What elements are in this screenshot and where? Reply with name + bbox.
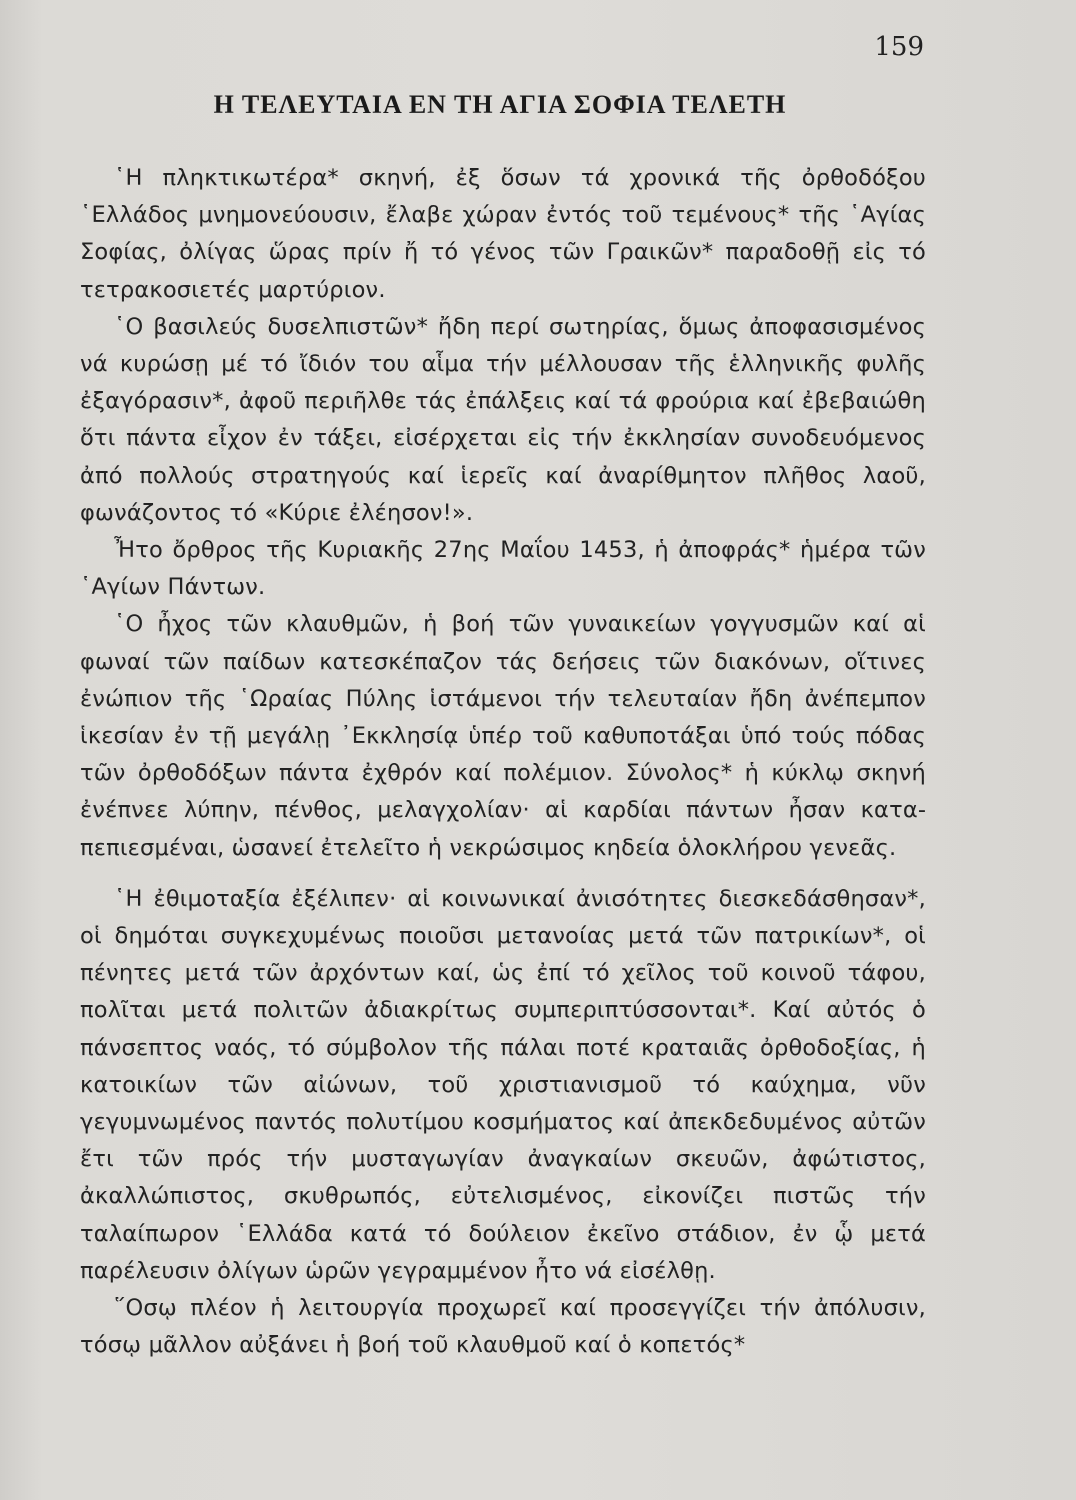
- body-text: [80, 160, 926, 1365]
- paragraph: ῞Οσῳ πλέον ἡ λειτουργία προχωρεῖ καί προσεγγίζει τήν ἀπόλυσιν, τόσῳ μᾶλλον αὐξάνει ἡ βοή τοῦ κλαυθμοῦ καί ὁ κοπετός*: [80, 1295, 926, 1359]
- chapter-title: Η ΤΕΛΕΥΤΑΙΑ ΕΝ ΤΗ ΑΓΙΑ ΣΟΦΙΑ ΤΕΛΕΤΗ: [213, 90, 787, 119]
- page-number: 159: [874, 32, 924, 62]
- paragraph: ῾Η πληκτικωτέρα* σκηνή, ἐξ ὅσων τά χρονικά τῆς ὀρθοδόξου ῾Ελλάδος μνημονεύουσιν, ἔλαβε χώραν ἐντός τοῦ τεμένους* τῆς ῾Αγίας Σοφίας, ὀλίγας ὥρας πρίν ἤ τό γένος τῶν Γραικῶν* παραδοθῇ εἰς τό τετρακοσιετές μαρτύριον.: [80, 165, 926, 303]
- paragraph: ῾Ο ἦχος τῶν κλαυθμῶν, ἡ βοή τῶν γυναικείων γογγυσμῶν καί αἱ φωναί τῶν παίδων κατεσκέπαζον τάς δεήσεις τῶν διακόνων, οἵτινες ἐνώπιον τῆς ῾Ωραίας Πύλης ἱστάμενοι τήν τελευταίαν ἤδη ἀνέπεμπον ἱκεσίαν ἐν τῇ μεγάλῃ ᾿Εκκλησίᾳ ὑπέρ τοῦ καθυποτάξαι ὑπό τούς πόδας τῶν ὀρθοδόξων πάντα ἐχθρόν καί πολέμιον. Σύνολος* ἡ κύκλῳ σκηνή ἐνέπνεε λύπην, πένθος, μελαγχολίαν· αἱ καρδίαι πάντων ἦσαν καταπεπιεσμέναι, ὡσανεί ἐτελεῖτο ἡ νεκρώσιμος κηδεία ὁλοκλήρου γενεᾶς.: [80, 611, 926, 861]
- paragraph: ῾Ο βασιλεύς δυσελπιστῶν* ἤδη περί σωτηρίας, ὅμως ἀποφασισμένος νά κυρώσῃ μέ τό ἴδιόν του αἷμα τήν μέλλουσαν τῆς ἑλληνικῆς φυλῆς ἐξαγόρασιν*, ἀφοῦ περιῆλθε τάς ἐπάλξεις καί τά φρούρια καί ἐβεβαιώθη ὅτι πάντα εἶχον ἐν τάξει, εἰσέρχεται εἰς τήν ἐκκλησίαν συνοδευόμενος ἀπό πολλούς στρατηγούς καί ἱερεῖς καί ἀναρίθμητον πλῆθος λαοῦ, φωνάζοντος τό «Κύριε ἐλέησον!».: [80, 313, 926, 526]
- paragraph: ῾Η ἐθιμοταξία ἐξέλιπεν· αἱ κοινωνικαί ἀνισότητες διεσκεδάσθησαν*, οἱ δημόται συγκεχυμένως ποιοῦσι μετανοίας μετά τῶν πατρικίων*, οἱ πένητες μετά τῶν ἀρχόντων καί, ὡς ἐπί τό χεῖλος τοῦ κοινοῦ τάφου, πολῖται μετά πολιτῶν ἀδιακρίτως συμπεριπτύσσονται*. Καί αὐτός ὁ πάνσεπτος ναός, τό σύμβολον τῆς πάλαι ποτέ κραταιᾶς ὀρθοδοξίας, ἡ κατοικίων τῶν αἰώνων, τοῦ χριστιανισμοῦ τό καύχημα, νῦν γεγυμνωμένος παντός πολυτίμου κοσμήματος καί ἀπεκδεδυμένος αὐτῶν ἔτι τῶν πρός τήν μυσταγωγίαν ἀναγκαίων σκευῶν, ἀφώτιστος, ἀκαλλώπιστος, σκυθρωπός, εὐτελισμένος, εἰκονίζει πιστῶς τήν ταλαίπωρον ῾Ελλάδα κατά τό δούλειον ἐκεῖνο στάδιον, ἐν ᾧ μετά παρέλευσιν ὀλίγων ὡρῶν γεγραμμένον ἦτο νά εἰσέλθῃ.: [80, 885, 926, 1284]
- paragraph: Ἦτο ὄρθρος τῆς Κυριακῆς 27ης Μαΐου 1453, ἡ ἀποφράς* ἡμέρα τῶν ῾Αγίων Πάντων.: [80, 537, 926, 601]
